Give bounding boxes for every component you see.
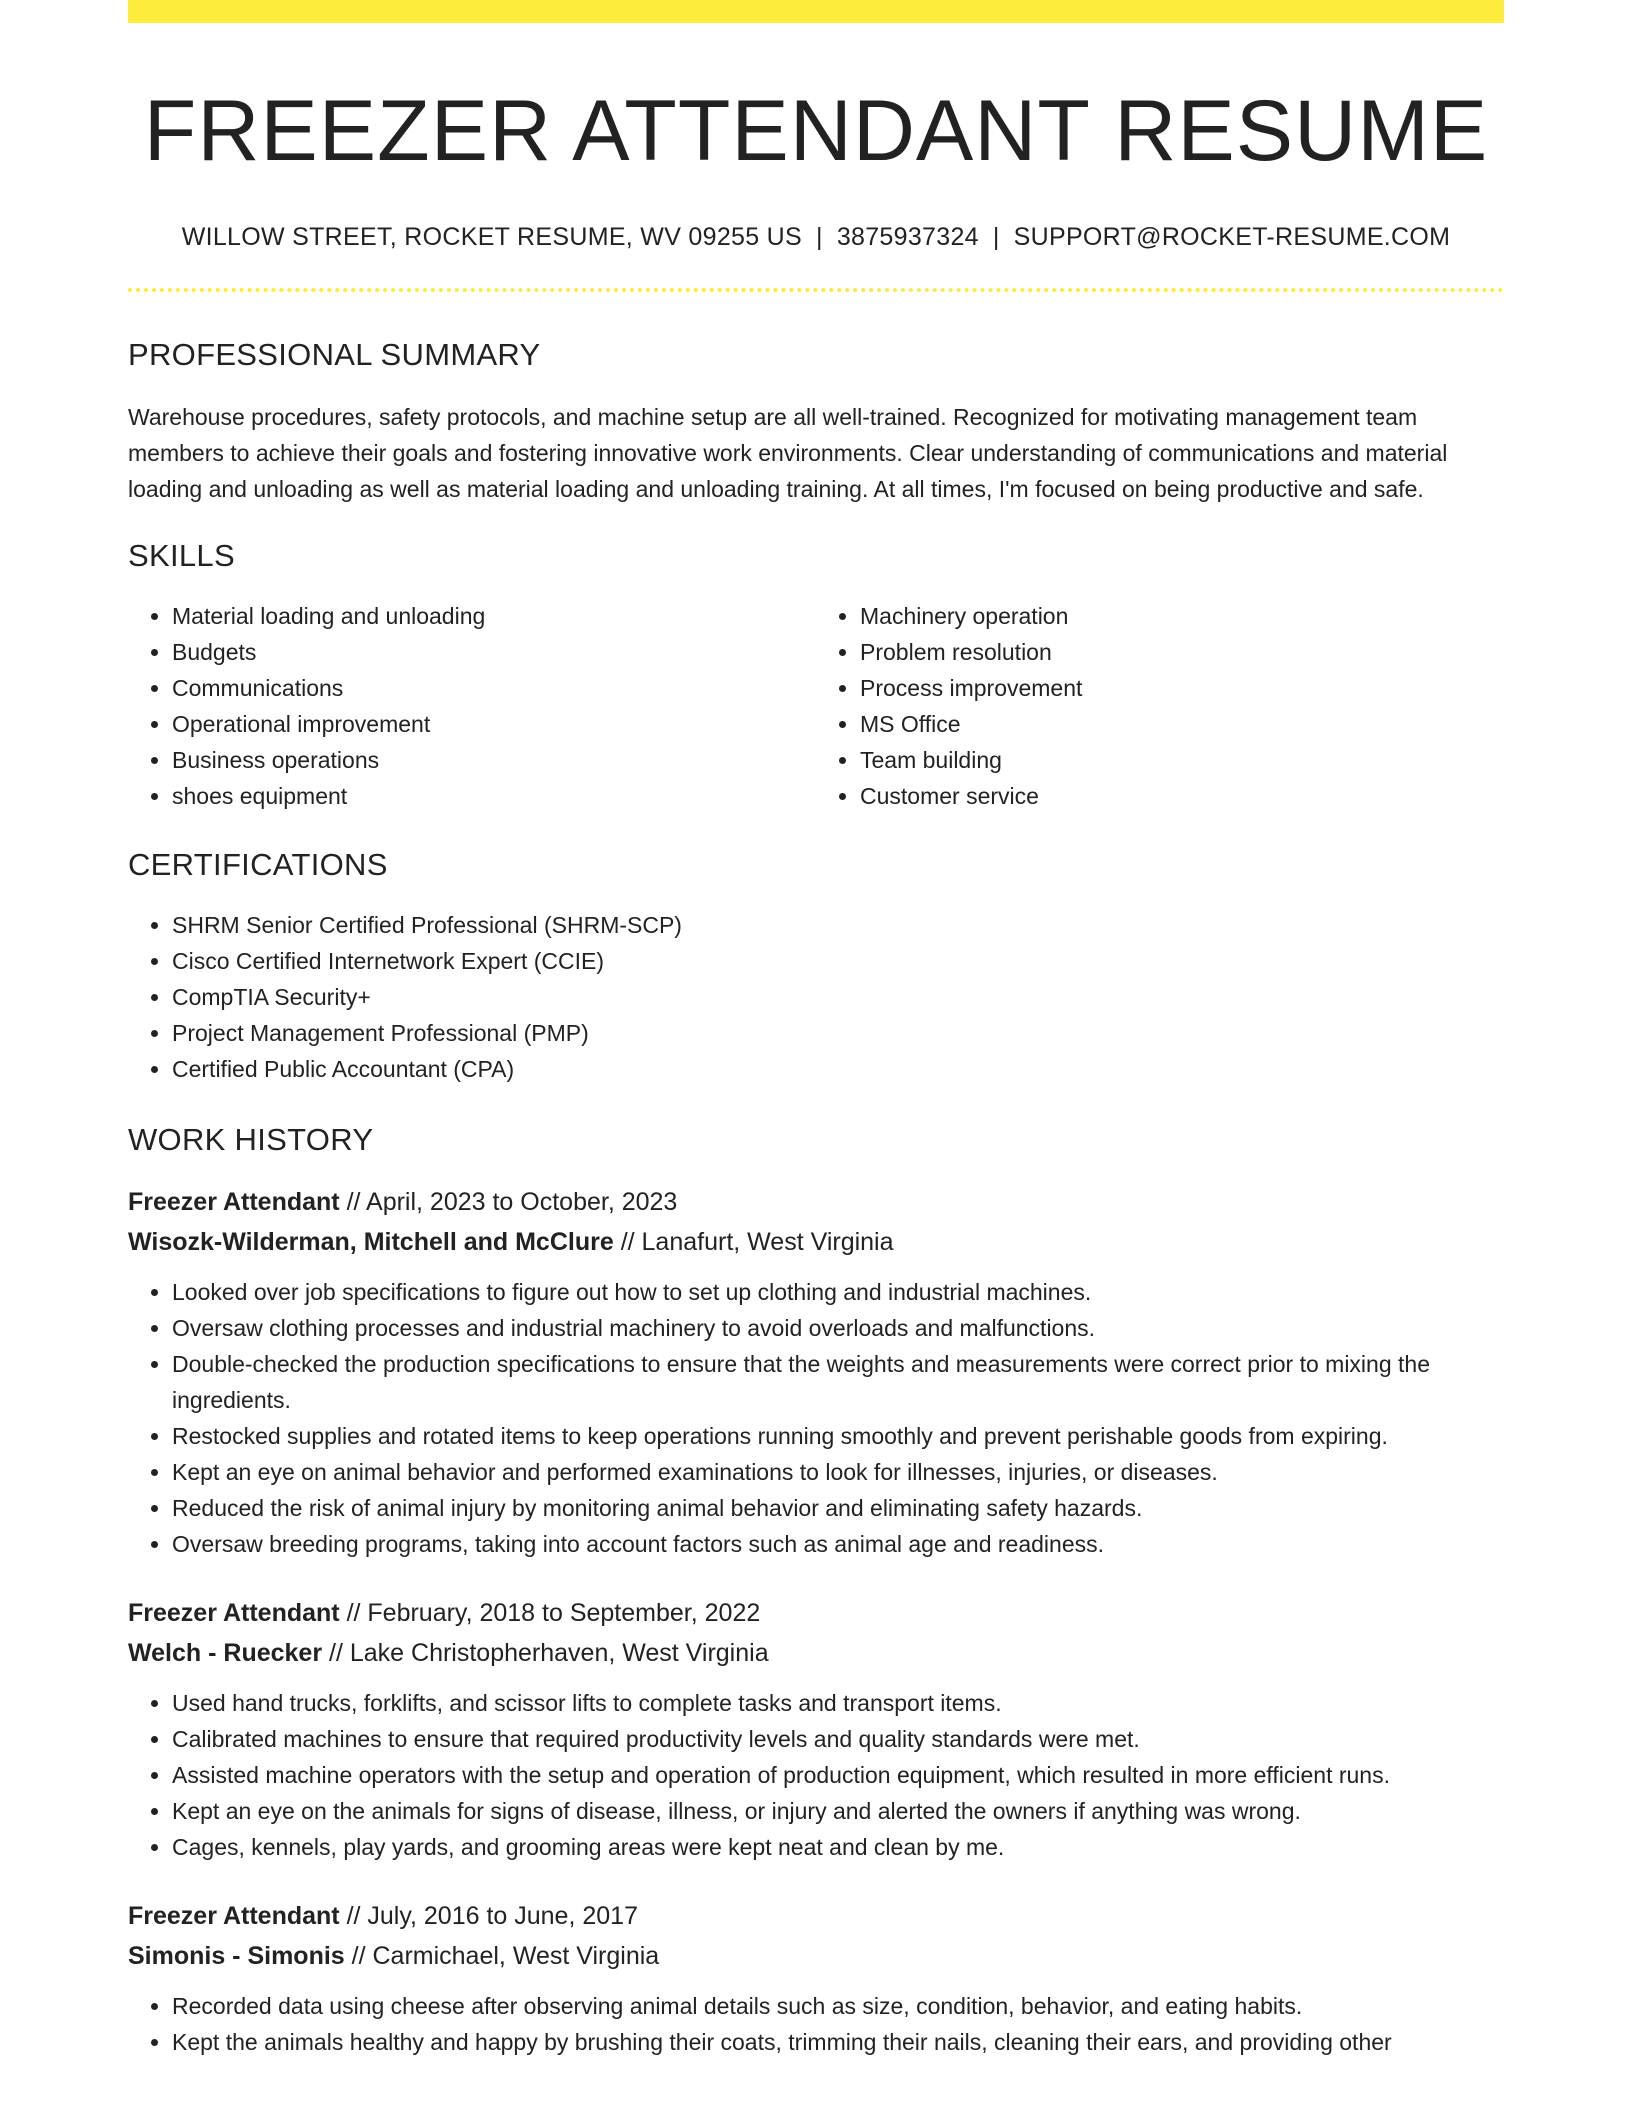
resume-page	[128, 0, 1504, 2060]
summary-text: Warehouse procedures, safety protocols, and machine setup are all well-trained. Recognized for motivating management team members to achieve their goals and fostering innovative work environments. Clear understanding of communications and material loading and unloading as well as material loading and unloading training. At all times, I'm focused on being productive and safe.	[128, 403, 1448, 502]
skill-item: • Communications	[172, 670, 816, 706]
skill-item: • Team building	[860, 742, 1504, 778]
job-bullet: • Kept the animals healthy and happy by brushing their coats, trimming their nails, cleaning their ears, and providing other	[172, 2024, 1504, 2060]
job-bullet: • Calibrated machines to ensure that required productivity levels and quality standards were met.	[172, 1721, 1504, 1757]
certification-item: • CompTIA Security+	[172, 979, 1504, 1015]
job-bullet-list	[128, 1685, 1504, 1865]
page-title: FREEZER ATTENDANT RESUME	[143, 83, 1489, 179]
top-accent-bar	[128, 0, 1504, 23]
job-bullet: • Double-checked the production specifications to ensure that the weights and measurements were correct prior to mixing the ingredients.	[172, 1346, 1504, 1418]
job-dates: // July, 2016 to June, 2017	[346, 1902, 638, 1931]
skills-list-left	[128, 598, 816, 814]
skill-item: • MS Office	[860, 706, 1504, 742]
job-bullet: • Reduced the risk of animal injury by monitoring animal behavior and eliminating safety hazards.	[172, 1490, 1504, 1526]
job-company: Wisozk-Wilderman, Mitchell and McClure	[128, 1228, 614, 1257]
skill-item: • Customer service	[860, 778, 1504, 814]
job-company-line	[128, 1936, 1504, 1976]
job-company: Simonis - Simonis	[128, 1942, 345, 1971]
skill-item: • Business operations	[172, 742, 816, 778]
job-bullet: • Cages, kennels, play yards, and grooming areas were kept neat and clean by me.	[172, 1829, 1504, 1865]
contact-line	[128, 223, 1504, 252]
skills-list-right	[816, 598, 1504, 814]
certification-item: • Cisco Certified Internetwork Expert (CCIE)	[172, 943, 1504, 979]
work-history-heading: WORK HISTORY	[128, 1122, 374, 1158]
job-bullet: • Kept an eye on the animals for signs of disease, illness, or injury and alerted the owners if anything was wrong.	[172, 1793, 1504, 1829]
skill-item: • Budgets	[172, 634, 816, 670]
job-title-line	[128, 1593, 1504, 1633]
job-company: Welch - Ruecker	[128, 1639, 323, 1668]
job-title: Freezer Attendant	[128, 1599, 340, 1628]
skill-item: • Machinery operation	[860, 598, 1504, 634]
skill-item: • Problem resolution	[860, 634, 1504, 670]
job-bullet: • Oversaw breeding programs, taking into account factors such as animal age and readiness.	[172, 1526, 1504, 1562]
job-bullet: • Oversaw clothing processes and industrial machinery to avoid overloads and malfunctions.	[172, 1310, 1504, 1346]
skill-item: • Material loading and unloading	[172, 598, 816, 634]
job-location: // Lake Christopherhaven, West Virginia	[329, 1639, 769, 1668]
job-bullet: • Kept an eye on animal behavior and performed examinations to look for illnesses, injuries, or diseases.	[172, 1454, 1504, 1490]
job-title-line	[128, 1896, 1504, 1936]
job-bullet: • Recorded data using cheese after observing animal details such as size, condition, behavior, and eating habits.	[172, 1988, 1504, 2024]
certification-item: • Certified Public Accountant (CPA)	[172, 1051, 1504, 1087]
skills-heading: SKILLS	[128, 537, 235, 573]
certifications-heading: CERTIFICATIONS	[128, 846, 388, 882]
skill-item: • Operational improvement	[172, 706, 816, 742]
certifications-list	[128, 907, 1504, 1087]
job-location: // Carmichael, West Virginia	[351, 1942, 660, 1971]
contact-phone: 3875937324	[836, 222, 979, 251]
summary-heading: PROFESSIONAL SUMMARY	[128, 336, 541, 372]
dotted-divider	[128, 288, 1504, 292]
contact-separator: |	[816, 222, 823, 251]
job-bullet-list	[128, 1274, 1504, 1562]
contact-email: SUPPORT@ROCKET-RESUME.COM	[1013, 222, 1451, 251]
job-dates: // April, 2023 to October, 2023	[346, 1188, 678, 1217]
job-title: Freezer Attendant	[128, 1902, 340, 1931]
job-bullet: • Looked over job specifications to figure out how to set up clothing and industrial machines.	[172, 1274, 1504, 1310]
certification-item: • SHRM Senior Certified Professional (SHRM-SCP)	[172, 907, 1504, 943]
job-company-line	[128, 1222, 1504, 1262]
skill-item: • shoes equipment	[172, 778, 816, 814]
job-location: // Lanafurt, West Virginia	[620, 1228, 894, 1257]
job-company-line	[128, 1633, 1504, 1673]
skills-columns	[128, 598, 1504, 814]
skill-item: • Process improvement	[860, 670, 1504, 706]
contact-separator: |	[992, 222, 1000, 251]
job-bullet-list	[128, 1988, 1504, 2060]
job-bullet: • Assisted machine operators with the setup and operation of production equipment, which resulted in more efficient runs.	[172, 1757, 1504, 1793]
contact-address: WILLOW STREET, ROCKET RESUME, WV 09255 US	[181, 222, 803, 251]
job-bullet: • Restocked supplies and rotated items to keep operations running smoothly and prevent perishable goods from expiring.	[172, 1418, 1504, 1454]
job-bullet: • Used hand trucks, forklifts, and scissor lifts to complete tasks and transport items.	[172, 1685, 1504, 1721]
job-title: Freezer Attendant	[128, 1188, 340, 1217]
job-title-line	[128, 1182, 1504, 1222]
job-dates: // February, 2018 to September, 2022	[346, 1599, 761, 1628]
certification-item: • Project Management Professional (PMP)	[172, 1015, 1504, 1051]
